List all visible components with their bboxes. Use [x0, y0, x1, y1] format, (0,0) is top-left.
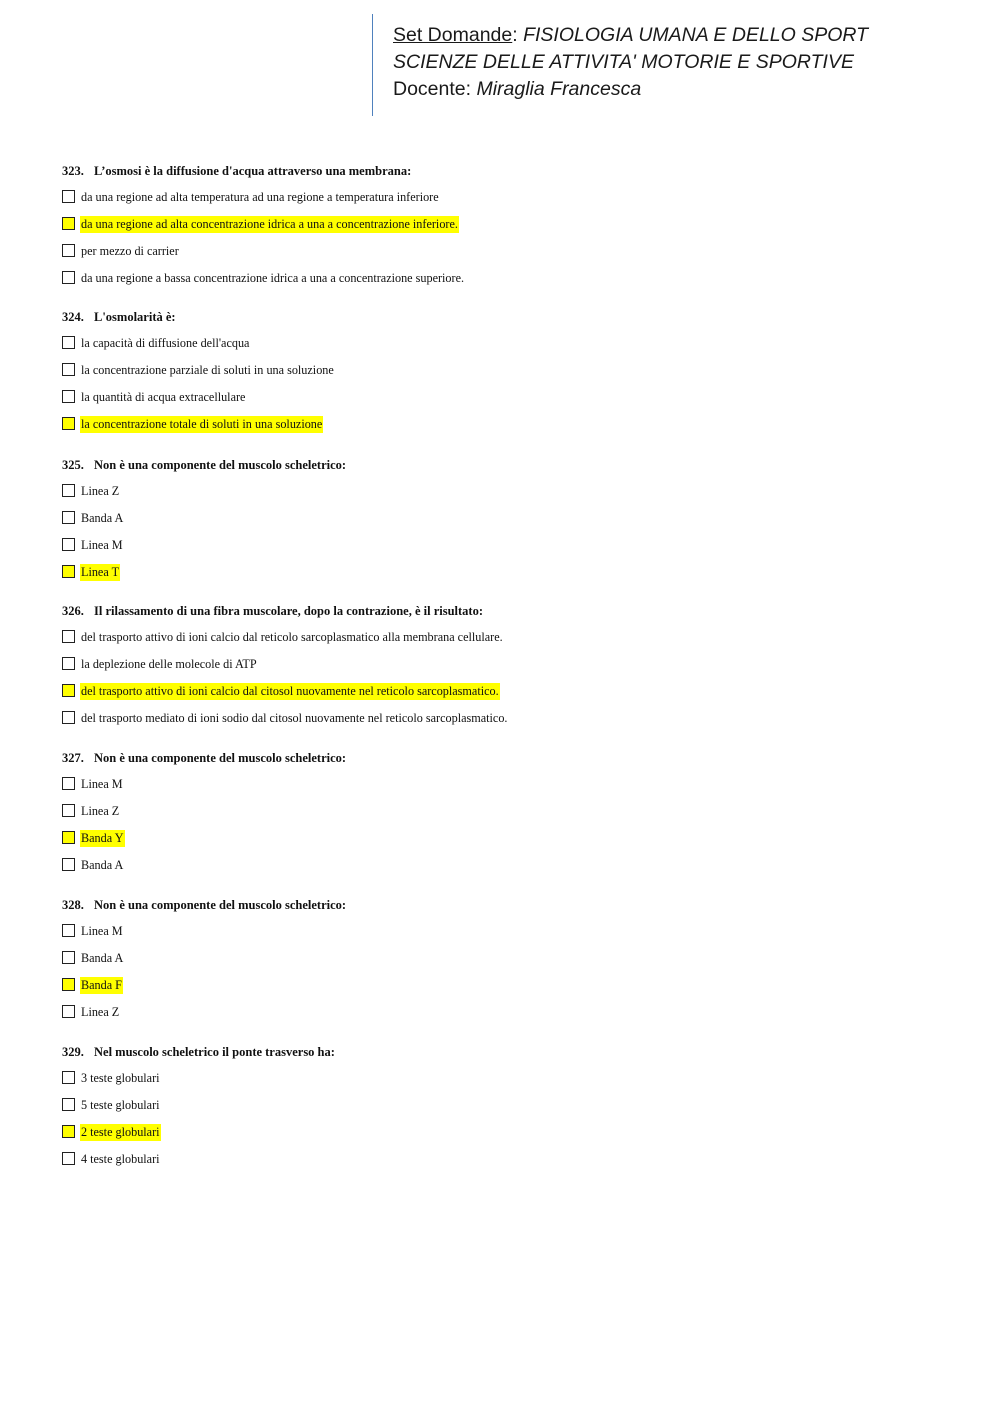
answer-option[interactable] — [62, 537, 962, 554]
question-title — [62, 309, 962, 325]
option-label: per mezzo di carrier — [81, 244, 179, 258]
question-text: L'osmolarità è: — [94, 310, 176, 324]
option-checkbox[interactable] — [62, 1152, 75, 1165]
option-label: la concentrazione parziale di soluti in una soluzione — [81, 363, 334, 377]
question-block — [62, 897, 962, 1021]
answer-option[interactable] — [62, 1070, 962, 1087]
option-label-highlighted: Linea T — [81, 565, 120, 579]
question-title — [62, 457, 962, 473]
answer-option[interactable] — [62, 776, 962, 793]
question-title — [62, 750, 962, 766]
degree-title: SCIENZE DELLE ATTIVITA' MOTORIE E SPORTIVE — [393, 51, 854, 73]
docente-label: Docente: — [393, 78, 477, 100]
option-checkbox[interactable] — [62, 657, 75, 670]
option-checkbox[interactable] — [62, 538, 75, 551]
option-checkbox[interactable] — [62, 924, 75, 937]
question-text: Non è una componente del muscolo scheletrico: — [94, 898, 347, 912]
option-label: Banda A — [81, 511, 124, 525]
question-title — [62, 163, 962, 179]
option-checkbox[interactable] — [62, 804, 75, 817]
option-checkbox[interactable] — [62, 390, 75, 403]
question-block — [62, 1044, 962, 1168]
option-label-highlighted: 2 teste globulari — [81, 1125, 160, 1139]
course-title: FISIOLOGIA UMANA E DELLO SPORT — [523, 24, 869, 46]
question-block — [62, 163, 962, 287]
set-label: Set Domande — [393, 24, 513, 46]
option-label: del trasporto attivo di ioni calcio dal reticolo sarcoplasmatico alla membrana cellulare. — [81, 630, 503, 644]
answer-option[interactable] — [62, 335, 962, 352]
question-text: Non è una componente del muscolo scheletrico: — [94, 458, 347, 472]
option-checkbox[interactable] — [62, 484, 75, 497]
answer-option[interactable] — [62, 1151, 962, 1168]
option-label: la deplezione delle molecole di ATP — [81, 657, 257, 671]
answer-option[interactable] — [62, 950, 962, 967]
answer-option[interactable] — [62, 389, 962, 406]
option-label: da una regione a bassa concentrazione idrica a una a concentrazione superiore. — [81, 271, 465, 285]
option-label: 3 teste globulari — [81, 1071, 160, 1085]
answer-option[interactable] — [62, 977, 962, 994]
set-colon: : — [512, 24, 524, 46]
option-label: Linea Z — [81, 484, 120, 498]
option-label: da una regione ad alta temperatura ad una regione a temperatura inferiore — [81, 190, 439, 204]
option-checkbox[interactable] — [62, 1098, 75, 1111]
option-list — [62, 483, 962, 581]
option-list — [62, 923, 962, 1021]
option-label: Banda A — [81, 951, 124, 965]
option-label: Linea M — [81, 777, 123, 791]
option-label: Banda A — [81, 858, 124, 872]
answer-option[interactable] — [62, 710, 962, 727]
answer-option[interactable] — [62, 416, 962, 433]
option-label-highlighted: Banda F — [81, 978, 122, 992]
option-list — [62, 629, 962, 727]
answer-option[interactable] — [62, 803, 962, 820]
option-checkbox[interactable] — [62, 190, 75, 203]
question-block — [62, 750, 962, 874]
answer-option[interactable] — [62, 1004, 962, 1021]
option-label: del trasporto mediato di ioni sodio dal citosol nuovamente nel reticolo sarcoplasmatico. — [81, 711, 508, 725]
option-checkbox[interactable] — [62, 1005, 75, 1018]
option-list — [62, 776, 962, 874]
question-title — [62, 1044, 962, 1060]
option-checkbox[interactable] — [62, 978, 75, 991]
question-number: 327. — [62, 751, 84, 765]
option-label-highlighted: la concentrazione totale di soluti in una soluzione — [81, 417, 323, 431]
option-checkbox[interactable] — [62, 831, 75, 844]
answer-option[interactable] — [62, 830, 962, 847]
option-list — [62, 335, 962, 433]
option-checkbox[interactable] — [62, 711, 75, 724]
question-number: 324. — [62, 310, 84, 324]
option-checkbox[interactable] — [62, 951, 75, 964]
option-checkbox[interactable] — [62, 511, 75, 524]
option-label-highlighted: da una regione ad alta concentrazione idrica a una a concentrazione inferiore. — [81, 217, 458, 231]
option-label: 4 teste globulari — [81, 1152, 160, 1166]
option-label: 5 teste globulari — [81, 1098, 160, 1112]
answer-option[interactable] — [62, 362, 962, 379]
answer-option[interactable] — [62, 857, 962, 874]
answer-option[interactable] — [62, 564, 962, 581]
answer-option[interactable] — [62, 629, 962, 646]
option-checkbox[interactable] — [62, 777, 75, 790]
question-text: Non è una componente del muscolo scheletrico: — [94, 751, 347, 765]
question-number: 323. — [62, 164, 84, 178]
question-block — [62, 309, 962, 433]
docente-name: Miraglia Francesca — [476, 78, 642, 100]
question-block — [62, 603, 962, 727]
question-text: Il rilassamento di una fibra muscolare, dopo la contrazione, è il risultato: — [94, 604, 483, 618]
answer-option[interactable] — [62, 923, 962, 940]
option-checkbox[interactable] — [62, 565, 75, 578]
option-list — [62, 1070, 962, 1168]
option-label: Linea Z — [81, 1005, 120, 1019]
answer-option[interactable] — [62, 656, 962, 673]
option-checkbox[interactable] — [62, 684, 75, 697]
answer-option[interactable] — [62, 1097, 962, 1114]
question-block — [62, 457, 962, 581]
option-checkbox[interactable] — [62, 217, 75, 230]
option-checkbox[interactable] — [62, 1125, 75, 1138]
option-label: Linea M — [81, 924, 123, 938]
option-checkbox[interactable] — [62, 1071, 75, 1084]
answer-option[interactable] — [62, 510, 962, 527]
option-label: Linea M — [81, 538, 123, 552]
option-label: la capacità di diffusione dell'acqua — [81, 336, 250, 350]
answer-option[interactable] — [62, 683, 962, 700]
option-label-highlighted: del trasporto attivo di ioni calcio dal citosol nuovamente nel reticolo sarcoplasmatico. — [81, 684, 499, 698]
answer-option[interactable] — [62, 483, 962, 500]
question-title — [62, 897, 962, 913]
question-number: 325. — [62, 458, 84, 472]
question-text: L’osmosi è la diffusione d'acqua attraverso una membrana: — [94, 164, 412, 178]
option-checkbox[interactable] — [62, 363, 75, 376]
option-checkbox[interactable] — [62, 858, 75, 871]
question-number: 326. — [62, 604, 84, 618]
option-label: la quantità di acqua extracellulare — [81, 390, 246, 404]
option-checkbox[interactable] — [62, 417, 75, 430]
question-text: Nel muscolo scheletrico il ponte trasverso ha: — [94, 1045, 335, 1059]
option-checkbox[interactable] — [62, 630, 75, 643]
answer-option[interactable] — [62, 216, 962, 233]
answer-option[interactable] — [62, 189, 962, 206]
option-checkbox[interactable] — [62, 244, 75, 257]
question-title — [62, 603, 962, 619]
option-checkbox[interactable] — [62, 336, 75, 349]
answer-option[interactable] — [62, 243, 962, 260]
option-list — [62, 189, 962, 287]
answer-option[interactable] — [62, 1124, 962, 1141]
option-checkbox[interactable] — [62, 271, 75, 284]
question-number: 329. — [62, 1045, 84, 1059]
answer-option[interactable] — [62, 270, 962, 287]
question-number: 328. — [62, 898, 84, 912]
option-label: Linea Z — [81, 804, 120, 818]
option-label-highlighted: Banda Y — [81, 831, 124, 845]
